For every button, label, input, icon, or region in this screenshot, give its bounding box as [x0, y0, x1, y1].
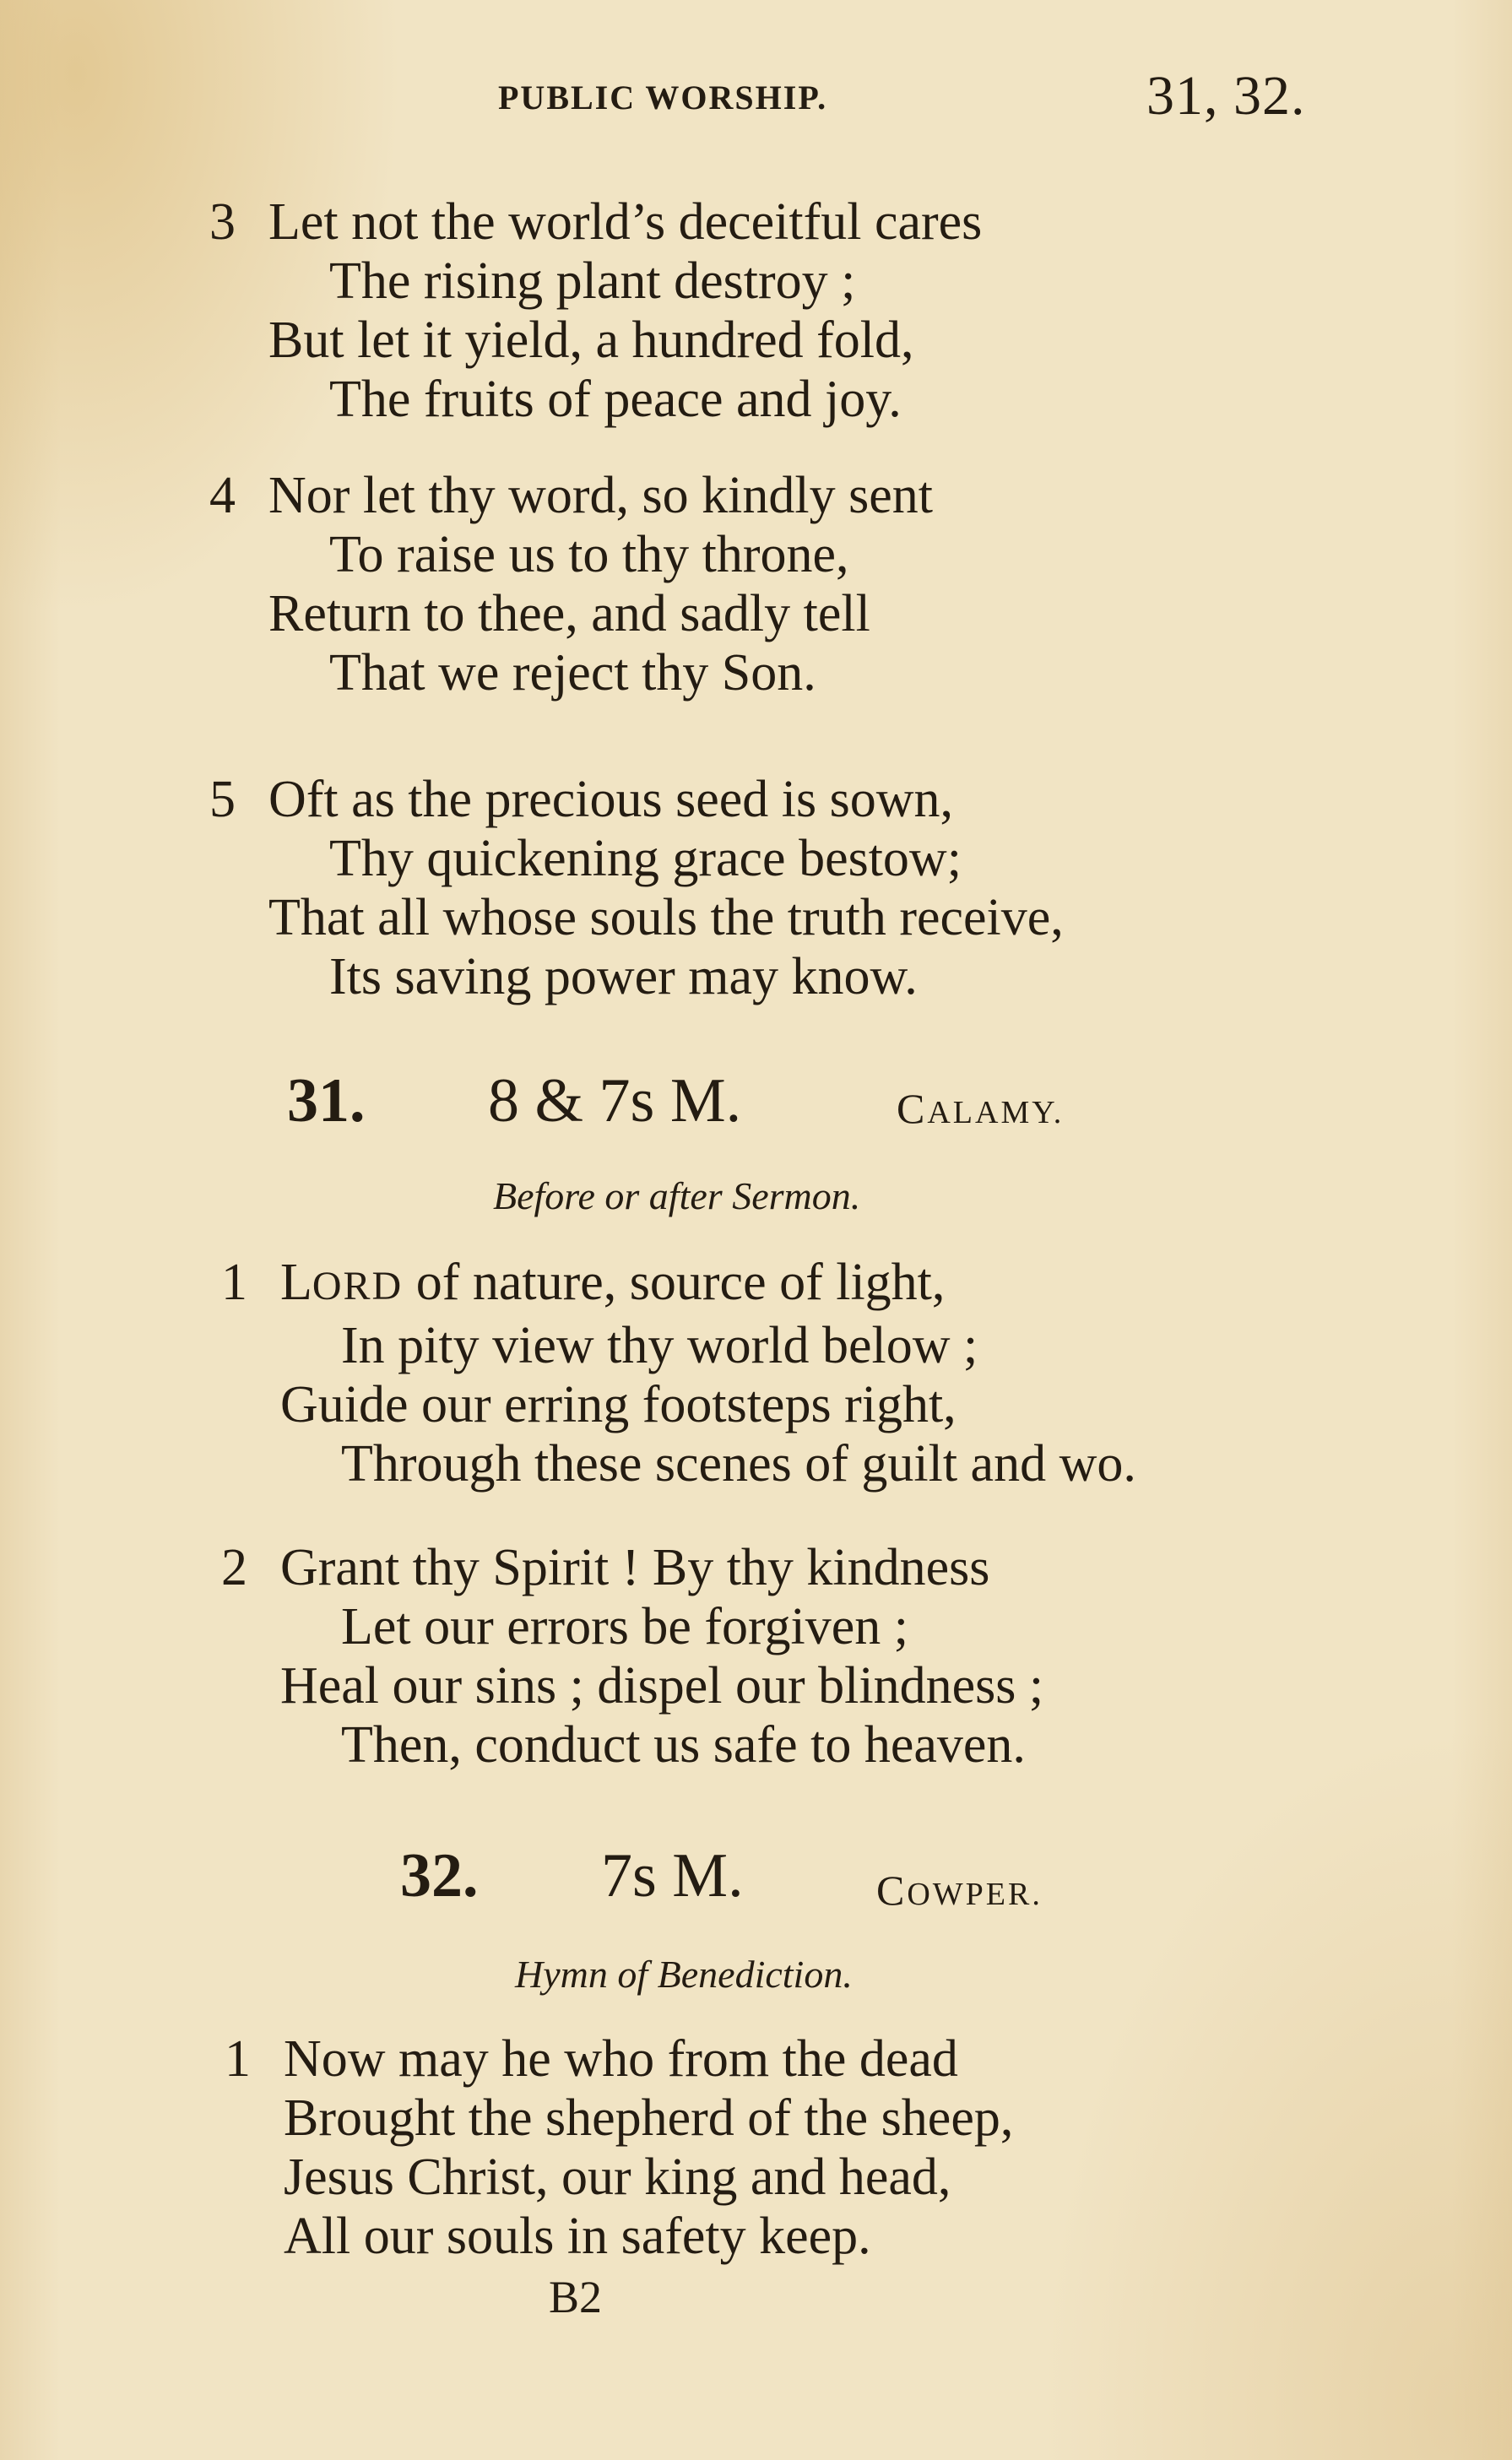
hymn-31-subtitle: Before or after Sermon. — [493, 1174, 861, 1217]
stanza-prev-5 — [209, 770, 1064, 1006]
running-head: PUBLIC WORSHIP. — [498, 79, 828, 116]
verse-line: In pity view thy world below ; — [341, 1317, 978, 1374]
hymn-31-meter: 8 & 7s M. — [488, 1066, 742, 1135]
hymn-31-number: 31. — [287, 1066, 366, 1135]
stanza-number: 2 — [221, 1539, 247, 1596]
signature-mark: B2 — [549, 2272, 603, 2322]
verse-line: Thy quickening grace bestow; — [329, 830, 962, 887]
verse-line: Grant thy Spirit ! By thy kindness — [280, 1539, 990, 1596]
verse-line: Guide our erring footsteps right, — [280, 1376, 957, 1433]
hymn-32-subtitle: Hymn of Benediction. — [515, 1953, 853, 1996]
verse-line: But let it yield, a hundred fold, — [268, 312, 914, 369]
stanza-number: 1 — [221, 1254, 247, 1311]
stanza-number: 3 — [209, 193, 236, 251]
hymn-31-tune — [897, 1084, 1064, 1133]
verse-line: The fruits of peace and joy. — [329, 371, 902, 428]
verse-line: Its saving power may know. — [329, 948, 918, 1005]
verse-line: The rising plant destroy ; — [329, 252, 856, 310]
hymn-32-meter: 7s M. — [601, 1841, 744, 1910]
stanza-number: 1 — [225, 2030, 251, 2088]
stanza-number: 5 — [209, 771, 236, 828]
hymn-31-stanza-1 — [221, 1253, 1136, 1493]
hymn-32-stanza-1 — [225, 2029, 1014, 2266]
stanza-prev-4 — [209, 466, 933, 702]
hymn-31-stanza-2 — [221, 1538, 1044, 1775]
first-word-rest: ORD — [312, 1264, 404, 1309]
stanza-prev-3 — [209, 192, 983, 429]
tune-rest: OWPER. — [907, 1877, 1043, 1912]
hymn-32-number: 32. — [400, 1841, 479, 1910]
tune-initial: C — [897, 1085, 928, 1132]
hymn-32-tune — [876, 1866, 1043, 1915]
verse-line: Now may he who from the dead — [284, 2030, 958, 2088]
stanza-number: 4 — [209, 467, 236, 524]
first-word-initial: L — [280, 1254, 312, 1311]
verse-line: Brought the shepherd of the sheep, — [284, 2089, 1014, 2147]
verse-line: Heal our sins ; dispel our blindness ; — [280, 1657, 1044, 1715]
page-numbers: 31, 32. — [1146, 65, 1306, 127]
verse-line: Oft as the precious seed is sown, — [268, 771, 953, 828]
verse-line: That all whose souls the truth receive, — [268, 889, 1064, 946]
verse-line: Let not the world’s deceitful cares — [268, 193, 983, 251]
verse-line: Then, conduct us safe to heaven. — [341, 1716, 1026, 1774]
tune-rest: ALAMY. — [927, 1095, 1065, 1130]
tune-initial: C — [876, 1867, 908, 1914]
verse-line: To raise us to thy throne, — [329, 526, 849, 583]
verse-line: Through these scenes of guilt and wo. — [341, 1435, 1136, 1493]
verse-line: All our souls in safety keep. — [284, 2208, 871, 2265]
verse-line: of nature, source of light, — [403, 1254, 946, 1311]
verse-line: Nor let thy word, so kindly sent — [268, 467, 933, 524]
verse-line: That we reject thy Son. — [329, 644, 816, 702]
verse-line: Return to thee, and sadly tell — [268, 585, 870, 642]
verse-line: Let our errors be forgiven ; — [341, 1598, 909, 1655]
verse-line: Jesus Christ, our king and head, — [284, 2148, 951, 2206]
